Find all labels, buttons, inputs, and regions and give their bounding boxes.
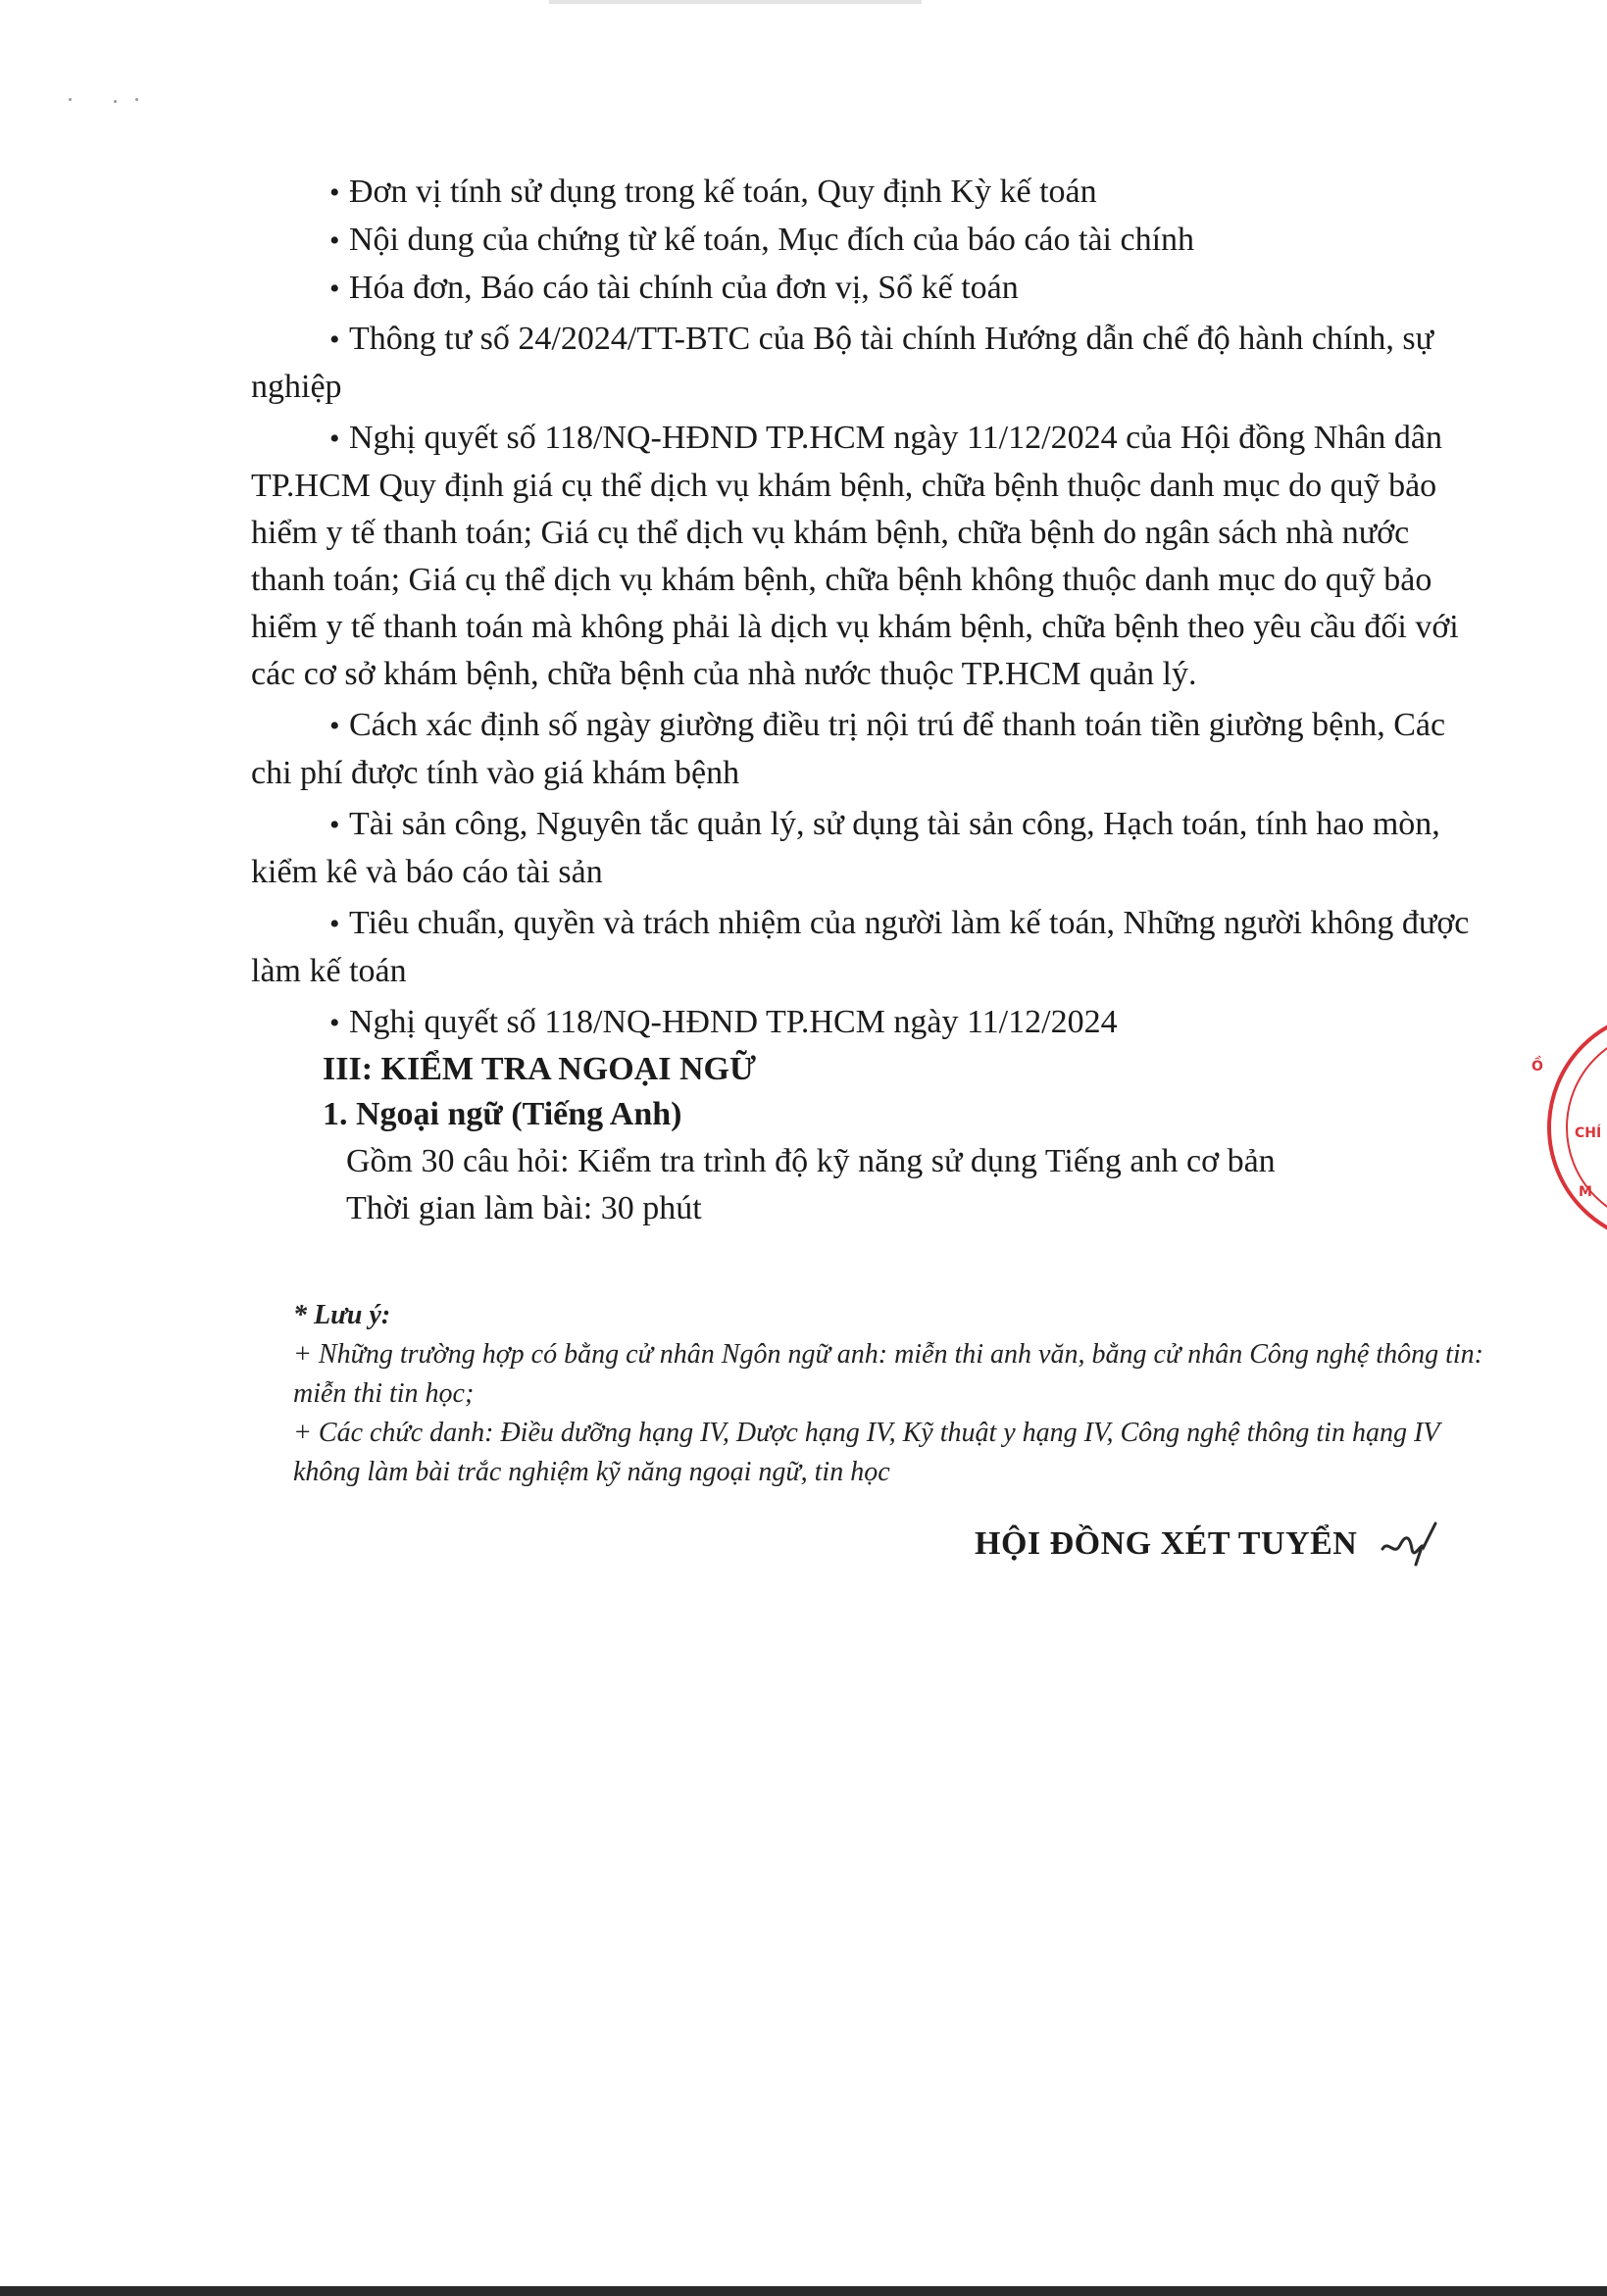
note-item: + Các chức danh: Điều dưỡng hạng IV, Dược hạng IV, Kỹ thuật y hạng IV, Công nghệ thông tin hạng IV không làm bài trắc nghiệm kỹ năng ngoại ngữ, tin học (293, 1418, 1439, 1487)
bullet-dot: • (329, 710, 340, 742)
scan-top-edge (549, 0, 922, 4)
section-line: Gồm 30 câu hỏi: Kiểm tra trình độ kỹ năng sử dụng Tiếng anh cơ bản (346, 1143, 1276, 1179)
note-item: + Những trường hợp có bằng cử nhân Ngôn ngữ anh: miễn thi anh văn, bằng cử nhân Công nghệ thông tin: miễn thi tin học; (293, 1339, 1483, 1409)
bullet-item: • Thông tư số 24/2024/TT-BTC của Bộ tài chính Hướng dẫn chế độ hành chính, sự nghiệp (251, 316, 1477, 411)
bullet-dot: • (329, 423, 340, 455)
bullet-dot: • (329, 273, 340, 305)
bullet-dot: • (329, 908, 340, 940)
bullet-dot: • (329, 324, 340, 356)
sub-heading: 1. Ngoại ngữ (Tiếng Anh) (323, 1096, 682, 1132)
section-line: Thời gian làm bài: 30 phút (346, 1190, 702, 1226)
scan-bottom-edge (0, 2286, 1607, 2296)
bullet-dot: • (329, 809, 340, 841)
bullet-dot: • (329, 1007, 340, 1039)
bullet-item: • Nội dung của chứng từ kế toán, Mục đích của báo cáo tài chính (251, 217, 1477, 265)
bullet-item: • Nghị quyết số 118/NQ-HĐND TP.HCM ngày 11/12/2024 (251, 999, 1477, 1047)
bullet-item: • Hóa đơn, Báo cáo tài chính của đơn vị, Sổ kế toán (251, 265, 1477, 313)
signature-mark (1379, 1520, 1439, 1567)
signature-block (975, 1525, 1484, 1584)
scan-dots (69, 94, 147, 104)
stamp-fragment (1518, 1010, 1607, 1245)
section-heading: III: KIỂM TRA NGOẠI NGỮ (323, 1051, 757, 1087)
bullet-dot: • (329, 176, 340, 209)
bullet-item: • Đơn vị tính sử dụng trong kế toán, Quy định Kỳ kế toán (251, 169, 1477, 217)
stamp-text-1: Ồ (1532, 1059, 1543, 1074)
note-title: * Lưu ý: (293, 1300, 391, 1330)
note-block (251, 1296, 1486, 1492)
stamp-text-2: CHÍ (1575, 1125, 1602, 1141)
body-text (251, 169, 1477, 1232)
bullet-dot: • (329, 225, 340, 257)
stamp-text-3: M (1579, 1184, 1592, 1200)
council-title: HỘI ĐỒNG XÉT TUYỂN (975, 1525, 1358, 1562)
bullet-item: • Tài sản công, Nguyên tắc quản lý, sử dụng tài sản công, Hạch toán, tính hao mòn, kiểm kê và báo cáo tài sản (251, 801, 1477, 896)
bullet-item: • Cách xác định số ngày giường điều trị nội trú để thanh toán tiền giường bệnh, Các chi phí được tính vào giá khám bệnh (251, 702, 1477, 797)
bullet-item: • Tiêu chuẩn, quyền và trách nhiệm của người làm kế toán, Những người không được làm kế toán (251, 900, 1477, 995)
bullet-item: • Nghị quyết số 118/NQ-HĐND TP.HCM ngày 11/12/2024 của Hội đồng Nhân dân TP.HCM Quy định giá cụ thể dịch vụ khám bệnh, chữa bệnh thuộc danh mục do quỹ bảo hiểm y tế thanh toán; Giá cụ thể dịch vụ khám bệnh, chữa bệnh do ngân sách nhà nước thanh toán; Giá cụ thể dịch vụ khám bệnh, chữa bệnh không thuộc danh mục do quỹ bảo hiểm y tế thanh toán mà không phải là dịch vụ khám bệnh, chữa bệnh theo yêu cầu đối với các cơ sở khám bệnh, chữa bệnh của nhà nước thuộc TP.HCM quản lý. (251, 415, 1477, 698)
